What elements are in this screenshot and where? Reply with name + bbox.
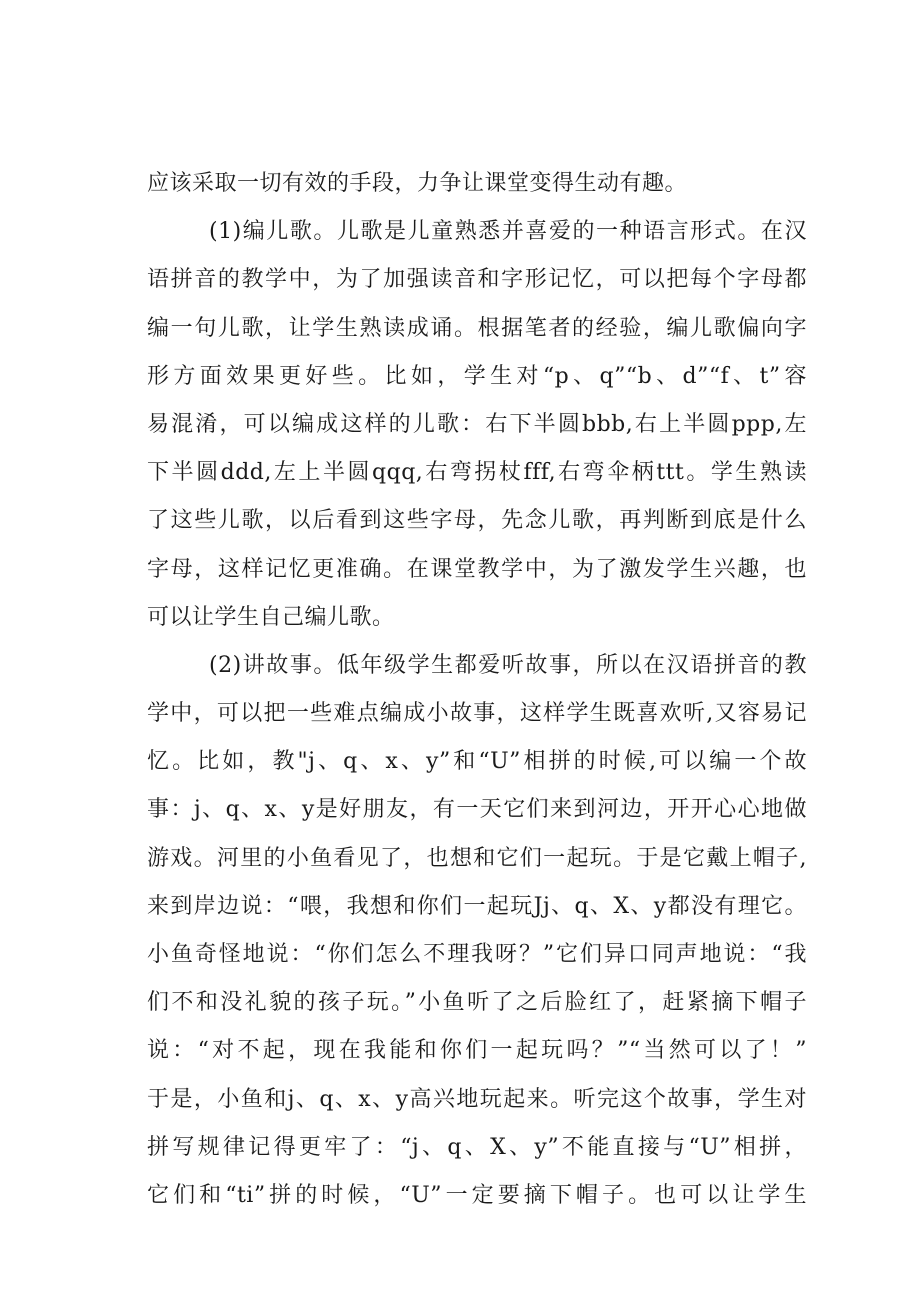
text-line: 游戏。河里的小鱼看见了，也想和它们一起玩。于是它戴上帽子, [147, 845, 807, 871]
text-line: 拼写规律记得更牢了：“j、q、X、y”不能直接与“U”相拼， [147, 1134, 807, 1160]
paragraph-2-first-line: (2)讲故事。低年级学生都爱听故事，所以在汉语拼音的教 [209, 652, 807, 678]
text-line: 小鱼奇怪地说：“你们怎么不理我呀？”它们异口同声地说：“我 [147, 942, 807, 967]
text-line: 它们和“ti”拼的时候，“U”一定要摘下帽子。也可以让学生 [147, 1182, 807, 1208]
text-line: 了这些儿歌，以后看到这些字母，先念儿歌，再判断到底是什么 [147, 508, 807, 534]
text-line: 们不和没礼貌的孩子玩。”小鱼听了之后脸红了，赶紧摘下帽子 [147, 990, 807, 1016]
text-line: 于是，小鱼和j、q、x、y高兴地玩起来。听完这个故事，学生对 [147, 1086, 807, 1112]
text-line: 说：“对不起，现在我能和你们一起玩吗？”“当然可以了！” [147, 1038, 807, 1064]
text-line: 语拼音的教学中，为了加强读音和字形记忆，可以把每个字母都 [147, 267, 807, 293]
text-line: 易混淆，可以编成这样的儿歌：右下半圆bbb,右上半圆ppp,左 [147, 411, 807, 437]
text-line: 应该采取一切有效的手段，力争让课堂变得生动有趣。 [147, 171, 688, 196]
text-line: 可以让学生自己编儿歌。 [147, 604, 395, 630]
paragraph-1-first-line: (1)编儿歌。儿歌是儿童熟悉并喜爱的一种语言形式。在汉 [209, 219, 807, 245]
text-line: 字母，这样记忆更准确。在课堂教学中，为了激发学生兴趣，也 [147, 556, 807, 582]
text-line: 编一句儿歌，让学生熟读成诵。根据笔者的经验，编儿歌偏向字 [147, 315, 807, 341]
text-line: 学中，可以把一些难点编成小故事，这样学生既喜欢听,又容易记 [147, 701, 807, 727]
text-line: 事：j、q、x、y是好朋友，有一天它们来到河边，开开心心地做 [147, 797, 807, 823]
text-line: 形方面效果更好些。比如，学生对“p、q”“b、d”“f、t”容 [147, 363, 807, 389]
text-line: 来到岸边说：“喂，我想和你们一起玩Jj、q、X、y都没有理它。 [147, 893, 807, 919]
document-body [147, 160, 807, 1220]
text-line: 下半圆ddd,左上半圆qqq,右弯拐杖fff,右弯伞柄ttt。学生熟读 [147, 460, 807, 486]
text-line: 忆。比如，教"j、q、x、y”和“U”相拼的时候,可以编一个故 [147, 749, 807, 775]
